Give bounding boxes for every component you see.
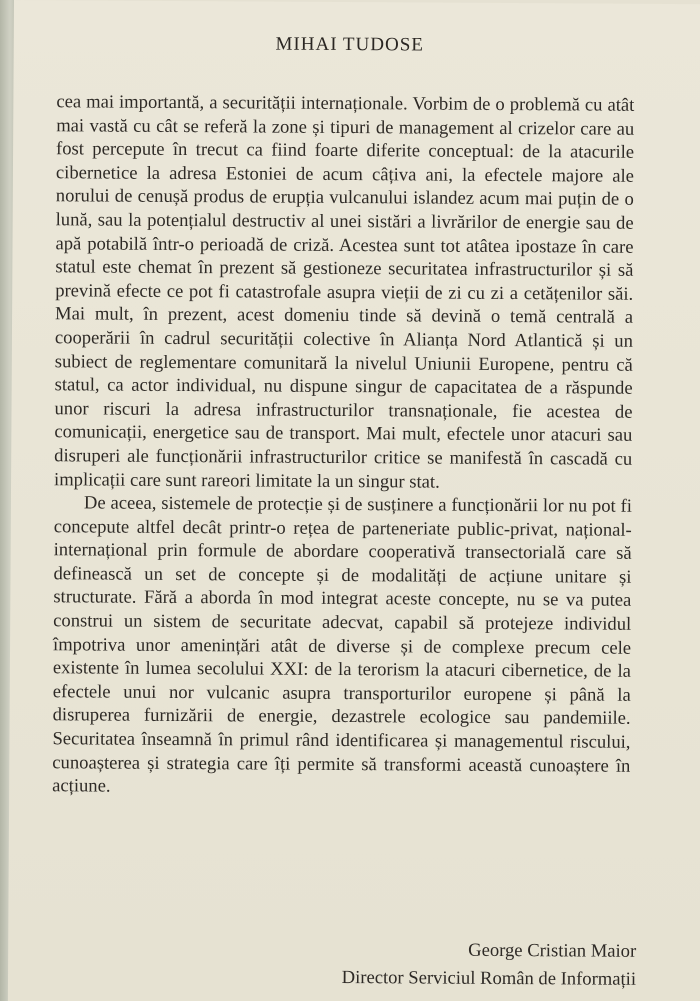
signature-name: George Cristian Maior xyxy=(468,939,637,962)
book-page xyxy=(8,0,700,1001)
paragraph-1: cea mai importantă, a securității internaționale. Vorbim de o problemă cu atât mai vastă cu cât se referă la zone și tipuri de management al crizelor care au fost percepute în trecut ca fiind foarte diferite conceptual: de la atacurile cibernetice la adresa Estoniei de acum câțiva ani, la efectele majore ale norului de cenușă produs de erupția vulcanului islandez acum mai puțin de o lună, sau la potențialul destructiv al unei sistări a livrărilor de energie sau de apă potabilă într-o perioadă de criză. Acestea sunt tot atâtea ipostaze în care statul este chemat în prezent să gestioneze securitatea infrastructurilor și să prevină efecte ce pot fi catastrofale asupra vieții de zi cu zi a cetățenilor săi. Mai mult, în prezent, acest domeniu tinde să devină o temă centrală a cooperării în cadrul securității colective în Alianța Nord Atlantică și un subiect de reglementare comunitară la nivelul Uniunii Europene, pentru că statul, ca actor individual, nu dispune singur de capacitatea de a răspunde unor riscuri la adresa infrastructurilor transnaționale, fie acestea de comunicații, energetice sau de transport. Mai mult, efectele unor atacuri sau disruperi ale funcționării infrastructurilor critice se manifestă în cascadă cu implicații care sunt rareori limitate la un singur stat. xyxy=(54,91,635,493)
signature-title: Director Serviciul Român de Informații xyxy=(341,967,637,990)
running-header: MIHAI TUDOSE xyxy=(275,33,424,56)
signature-block xyxy=(342,936,637,994)
paragraph-2: De aceea, sistemele de protecție și de susținere a funcționării lor nu pot fi concepute altfel decât printr-o rețea de parteneriate public-privat, național-internațional prin formule de abordare cooperativă transectorială care să definească un set de concepte și de modalități de acțiune unitare și structurate. Fără a aborda în mod integrat aceste concepte, nu se va putea construi un sistem de securitate adecvat, capabil să protejeze individul împotriva unor amenințări atât de diverse și de complexe precum cele existente în lumea secolului XXI: de la terorism la atacuri cibernetice, de la efectele unui nor vulcanic asupra transporturilor europene și până la disruperea furnizării de energie, dezastrele ecologice sau pandemiile. Securitatea înseamnă în primul rând identificarea și managementul riscului, cunoașterea și strategia care îți permite să transformi această cunoaștere în acțiune. xyxy=(52,492,632,797)
page-body-text xyxy=(52,90,634,801)
